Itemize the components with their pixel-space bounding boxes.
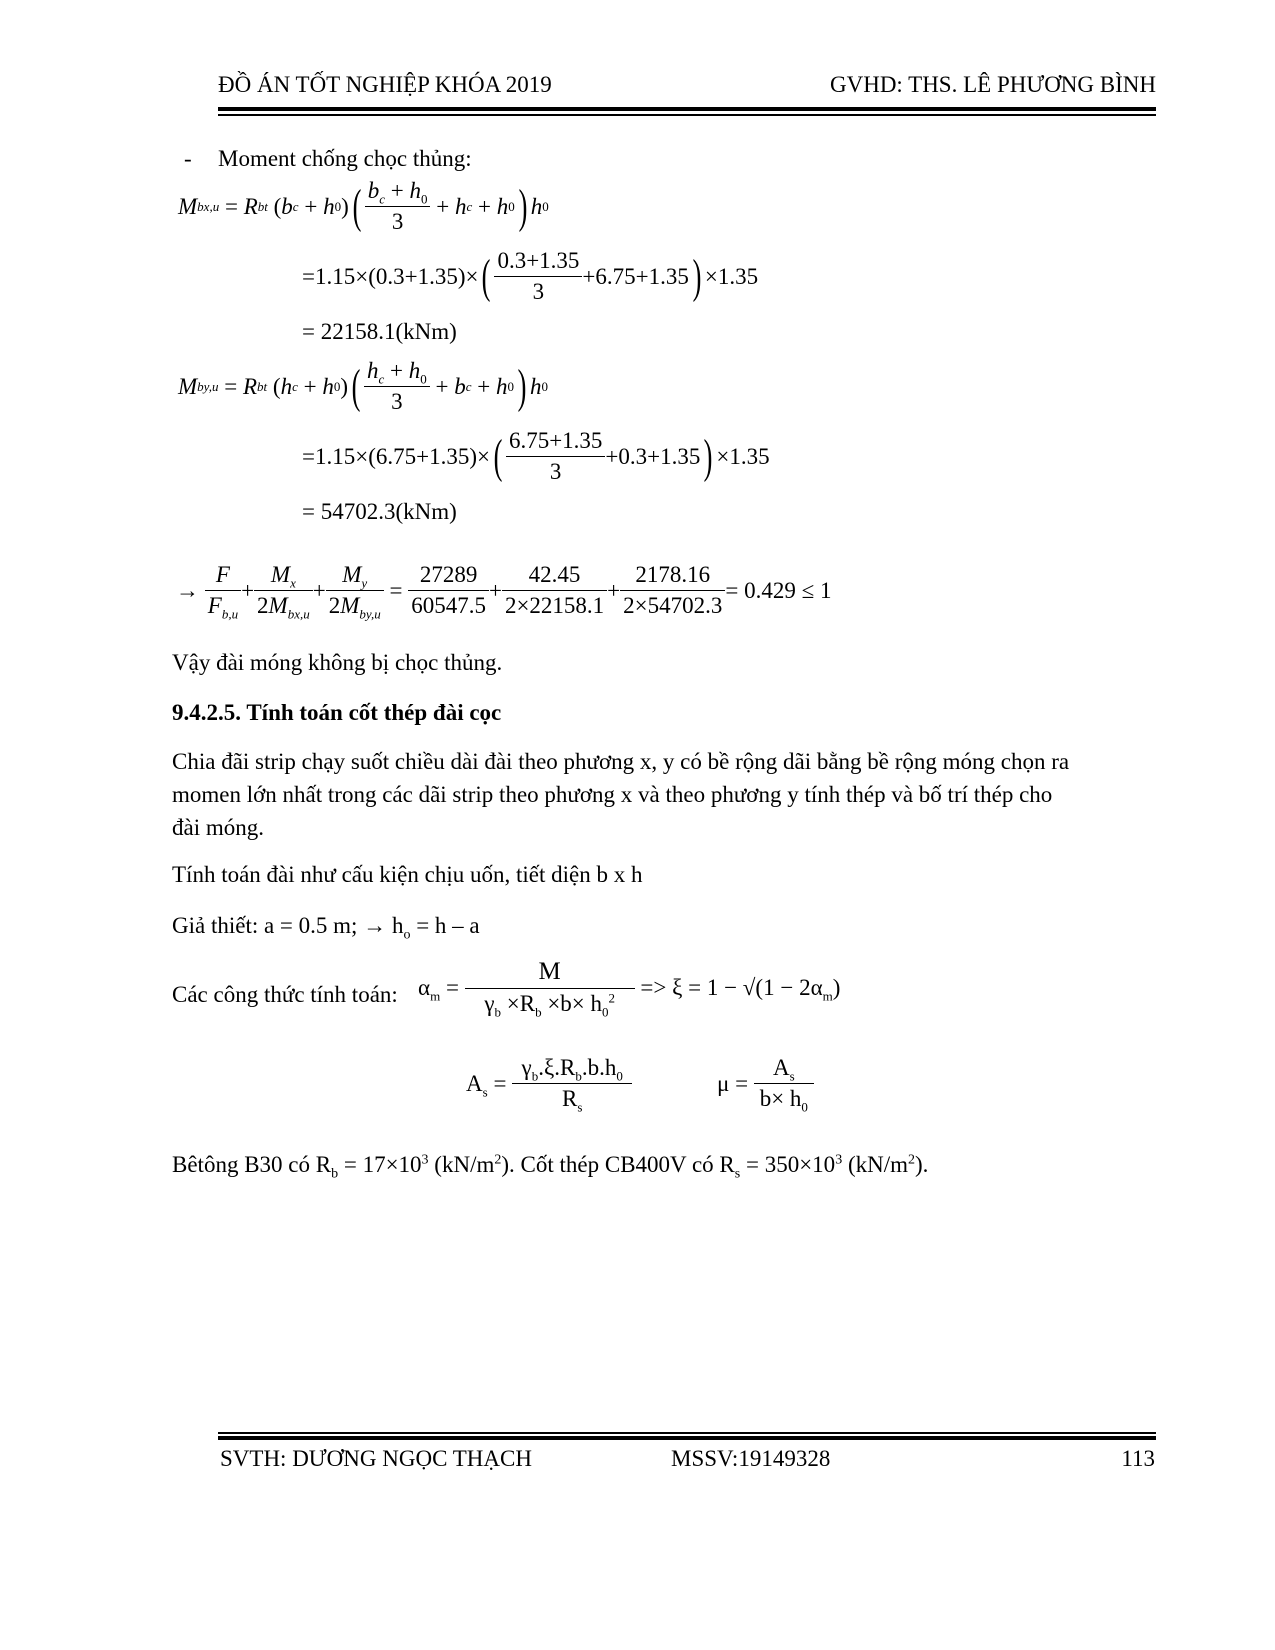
assumption-tail: = h – a xyxy=(410,913,480,938)
footer-left: SVTH: DƯƠNG NGỌC THẠCH xyxy=(220,1446,532,1471)
material-c: (kN/m xyxy=(428,1152,495,1177)
check-num-2: 42.45 xyxy=(502,562,607,591)
check-num-1: 27289 xyxy=(408,562,489,591)
assumption-text: Giả thiết: a = 0.5 m; → h xyxy=(172,913,404,938)
header-rule-thin xyxy=(218,114,1156,116)
material-e: = 350×10 xyxy=(740,1152,836,1177)
mbx-numeric-part-c: ×1.35 xyxy=(704,263,759,289)
mby-frac-den: 3 xyxy=(549,459,562,484)
check-den-2: 2×22158.1 xyxy=(504,593,605,618)
mbx-numeric-part-a: =1.15×(0.3+1.35)× xyxy=(302,263,479,289)
check-inequality: → $\frac{F}{F_{b,u}}$ + $\frac{M_x}{2M_{bx,u}}$ + $\frac{M_y}{2M_{by,u}}$ = $\frac{27289}{60547.5}$ + $\frac{42.45}{2\times 22158.1}$ + $\frac{2178.16}{2\times 54702.3}$ = 0.429 ≤ 1 xyxy=(176,562,832,622)
para1-line2: momen lớn nhất trong các dãi strip theo phương x và theo phương y tính thép và bố trí thép cho xyxy=(172,782,1053,807)
check-result: = 0.429 ≤ 1 xyxy=(725,577,832,603)
page-number: 113 xyxy=(1121,1446,1155,1471)
assumption: Giả thiết: a = 0.5 m; → $h_o = h - a$ xyxy=(172,913,480,943)
section-title: 9.4.2.5. Tính toán cốt thép đài cọc xyxy=(172,700,502,725)
mbx-frac-den: 3 xyxy=(532,279,545,304)
formula-mbx-numeric: =1.15×(0.3+1.35)× ( $\frac{0.3+1.35}{3}$ +6.75+1.35 ) ×1.35 xyxy=(302,248,759,304)
material-d: ). Cốt thép CB400V có R xyxy=(501,1152,735,1177)
formula-mby-numeric: =1.15×(6.75+1.35)× ( $\frac{6.75+1.35}{3}$ +0.3+1.35 ) ×1.35 xyxy=(302,428,770,484)
para1-line3: đài móng. xyxy=(172,815,264,840)
mby-numeric-part-c: ×1.35 xyxy=(716,443,770,469)
formula-mbx: M bx,u = R bt ( b c + h 0 ) ( $\frac{b_c + h_0}{3}$ + h c + h 0 ) h 0 xyxy=(178,178,549,234)
header-right: GVHD: THS. LÊ PHƯƠNG BÌNH xyxy=(829,72,1156,97)
check-den-1: 60547.5 xyxy=(411,593,486,618)
material-g: ). xyxy=(915,1152,929,1177)
mbx-numeric-part-b: +6.75+1.35 xyxy=(582,263,689,289)
mby-result: = 54702.3(kNm) xyxy=(302,499,457,524)
material-b: = 17×10 xyxy=(338,1152,422,1177)
conclusion: Vậy đài móng không bị chọc thủng. xyxy=(172,650,503,675)
mby-numeric-part-b: +0.3+1.35 xyxy=(605,443,701,469)
material-line: Bêtông B30 có $R_b = 17\times 10^3$ $(kN/m^2)$. Cốt thép CB400V có $R_s = 350\times 10^3$ $(kN/m^2)$. xyxy=(172,1152,929,1182)
check-den-3: 2×54702.3 xyxy=(623,593,723,618)
mbx-result: = 22158.1(kNm) xyxy=(302,319,457,344)
bullet-text: Moment chống chọc thủng: xyxy=(218,146,472,171)
header-left: ĐỒ ÁN TỐT NGHIỆP KHÓA 2019 xyxy=(218,72,552,97)
bullet-dash: - xyxy=(184,146,192,171)
mby-frac-num: 6.75+1.35 xyxy=(506,428,605,457)
mbx-frac-num: 0.3+1.35 xyxy=(494,248,582,277)
formulas-label: Các công thức tính toán: xyxy=(172,982,398,1007)
para1-line1: Chia đãi strip chạy suốt chiều dài đài theo phương x, y có bề rộng dãi bằng bề rộng móng chọn ra xyxy=(172,749,1070,774)
formula-mby: M by,u = R bt ( h c + h 0 ) ( $\frac{h_c + h_0}{3}$ + b c + h 0 ) h 0 xyxy=(178,358,548,414)
footer-rule-thick xyxy=(218,1436,1156,1440)
para2: Tính toán đài như cấu kiện chịu uốn, tiết diện b x h xyxy=(172,862,643,887)
check-num-3: 2178.16 xyxy=(620,562,725,591)
footer-rule-thin xyxy=(218,1432,1156,1434)
material-a: Bêtông B30 có R xyxy=(172,1152,332,1177)
formula-as: $A_s$ = $\frac{\gamma_b.\xi.R_b.b.h_0}{R_s}$ xyxy=(466,1055,632,1112)
material-f: (kN/m xyxy=(842,1152,908,1177)
header-rule-thick xyxy=(218,107,1156,111)
footer-mid: MSSV:19149328 xyxy=(671,1446,831,1471)
formula-alpha: $\alpha_m$ = $\frac{M}{\gamma_b \times R_b \times b\times h_0^2}$ => $\xi = 1 - √(1 - 2\alpha_m)$ xyxy=(418,958,841,1020)
formula-mu: μ = $\frac{A_s}{b\times h_0}$ xyxy=(717,1055,814,1112)
mby-numeric-part-a: =1.15×(6.75+1.35)× xyxy=(302,443,490,469)
